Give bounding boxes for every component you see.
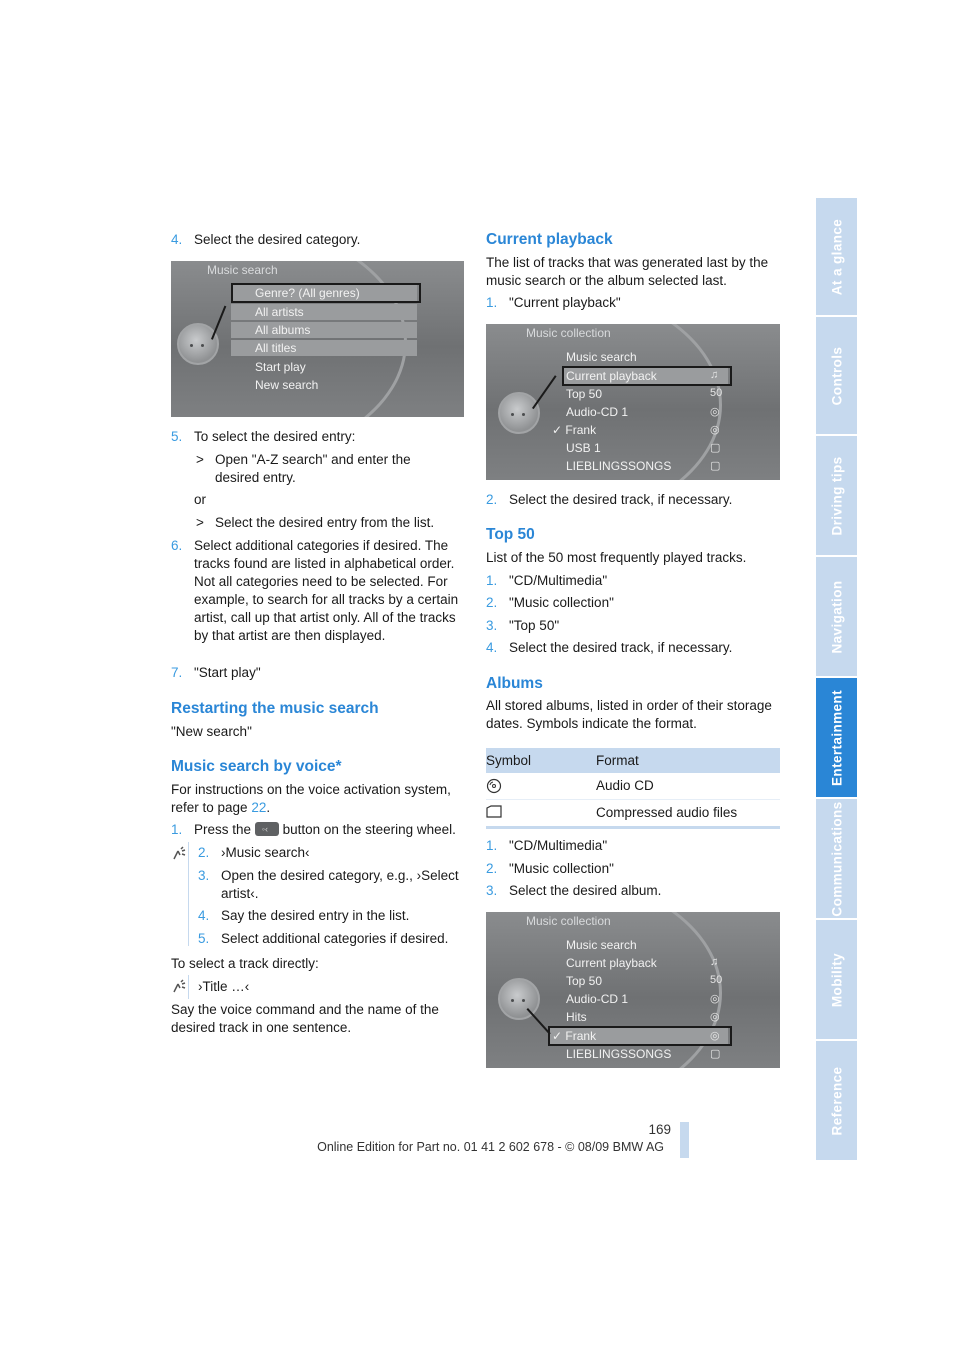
voice-intro: For instructions on the voice activation system, refer to page 22.: [171, 782, 451, 815]
top50-badge: 50: [710, 387, 723, 399]
sidebar-tab-controls[interactable]: Controls: [816, 317, 857, 436]
screen-title: Music collection: [526, 326, 611, 340]
table-header: Symbol Format: [486, 748, 780, 773]
list-item: ✓ Frank: [552, 423, 597, 437]
screen-title: Music search: [207, 263, 278, 277]
list-item: Audio-CD 1: [566, 405, 629, 419]
current-step-1: 1. "Current playback": [486, 295, 621, 310]
music-collection-album-screen: [486, 912, 780, 1068]
say-text: Say the voice command and the name of the desired track in one sentence.: [171, 1002, 439, 1035]
edition-text: Online Edition for Part no. 01 41 2 602 678 - © 08/09 BMW AG: [317, 1140, 664, 1154]
folder-icon: [486, 805, 502, 822]
top-step-4: 4. Select the desired track, if necessary.: [486, 640, 733, 655]
step-6: 6. Select additional categories if desired. The tracks found are listed in alphabetical order. Not all categories need to be selected. For example, to search for all tracks by a certain artist, call up that artist only. All of the tracks by that artist are then displayed.: [171, 538, 459, 643]
cd-icon: ◎: [710, 406, 720, 418]
top-step-1: 1. "CD/Multimedia": [486, 573, 608, 588]
voice-command-icon: [172, 978, 186, 994]
list-item: LIEBLINGSSONGS: [566, 1047, 672, 1061]
voice-step-1: 1. Press the ◦‹ button on the steering wheel.: [171, 822, 456, 837]
sidebar-tab-at-a-glance[interactable]: At a glance: [816, 198, 857, 317]
albums-text: All stored albums, listed in order of their storage dates. Symbols indicate the format.: [486, 698, 772, 731]
list-item: Top 50: [566, 387, 603, 401]
folder-icon: ▢: [710, 1048, 721, 1060]
top-step-3: 3. "Top 50": [486, 618, 560, 633]
current-step-2: 2. Select the desired track, if necessary.: [486, 492, 733, 507]
restart-text: "New search": [171, 724, 252, 739]
voice-button-icon: ◦‹: [255, 822, 279, 836]
controller-knob: [498, 392, 540, 434]
current-text: The list of tracks that was generated last by the music search or the album selected last.: [486, 255, 769, 288]
heading-top-50: Top 50: [486, 526, 535, 543]
list-item: Current playback: [566, 956, 657, 970]
controller-knob: [177, 323, 219, 365]
cd-icon: ◎: [710, 1030, 720, 1042]
list-item: USB 1: [566, 441, 601, 455]
sidebar-tab-entertainment[interactable]: Entertainment: [816, 678, 857, 799]
voice-command-icon: [172, 845, 186, 861]
step-5: 5. To select the desired entry:: [171, 429, 356, 444]
music-collection-screen: [486, 324, 780, 480]
table-row: Compressed audio files: [486, 800, 780, 829]
top50-badge: 50: [710, 974, 723, 986]
sidebar-tab-navigation[interactable]: Navigation: [816, 557, 857, 678]
folder-icon: ▢: [710, 442, 721, 454]
list-item: New search: [255, 378, 319, 392]
sidebar-tab-driving-tips[interactable]: Driving tips: [816, 436, 857, 557]
title-command: ›Title …‹: [198, 979, 250, 994]
heading-voice: Music search by voice*: [171, 758, 342, 775]
heading-restart: Restarting the music search: [171, 700, 379, 717]
symbol-format-table: [486, 748, 780, 829]
heading-current-playback: Current playback: [486, 231, 613, 248]
top-text: List of the 50 most frequently played tracks.: [486, 550, 747, 565]
direct-text: To select a track directly:: [171, 956, 319, 971]
page-link[interactable]: 22: [251, 800, 267, 815]
list-item: Music search: [566, 938, 637, 952]
list-item: All artists: [231, 304, 417, 320]
selection-frame: [562, 366, 732, 386]
music-search-screen: [171, 261, 464, 417]
list-item: ✓ Frank: [548, 1028, 728, 1044]
selection-frame: [231, 283, 421, 303]
list-item: Audio-CD 1: [566, 992, 629, 1006]
folder-icon: ▢: [710, 460, 721, 472]
cd-icon: ◎: [710, 1011, 720, 1023]
voice-step-4: 4. Say the desired entry in the list.: [198, 908, 410, 923]
cd-icon: [486, 778, 502, 797]
music-icon: ♫: [710, 369, 719, 381]
list-item: Music search: [566, 350, 637, 364]
voice-step-5: 5. Select additional categories if desired.: [198, 931, 449, 946]
page-marker: [680, 1122, 689, 1158]
step-4: 4. Select the desired category.: [171, 232, 361, 247]
albums-step-3: 3. Select the desired album.: [486, 883, 662, 898]
list-item: Start play: [255, 360, 306, 374]
list-item: LIEBLINGSSONGS: [566, 459, 672, 473]
list-item: Hits: [566, 1010, 587, 1024]
albums-step-1: 1. "CD/Multimedia": [486, 838, 608, 853]
albums-step-2: 2. "Music collection": [486, 861, 614, 876]
list-item: All titles: [231, 340, 417, 356]
selection-frame: [548, 1026, 732, 1046]
top-step-2: 2. "Music collection": [486, 595, 614, 610]
list-item: Top 50: [566, 974, 603, 988]
page-number: 169: [648, 1122, 671, 1137]
step-7: 7. "Start play": [171, 665, 261, 680]
voice-step-2: 2. ›Music search‹: [198, 845, 310, 860]
table-row: Audio CD: [486, 773, 780, 800]
sidebar-tab-communications[interactable]: Communications: [816, 799, 857, 920]
heading-albums: Albums: [486, 675, 543, 692]
voice-step-3: 3. Open the desired category, e.g., ›Select artist‹.: [198, 868, 459, 901]
cd-icon: ◎: [710, 424, 720, 436]
sidebar-tab-reference[interactable]: Reference: [816, 1041, 857, 1162]
screen-title: Music collection: [526, 914, 611, 928]
or-text: or: [194, 492, 207, 507]
list-item: All albums: [231, 322, 417, 338]
cd-icon: ◎: [710, 993, 720, 1005]
music-icon: ♫: [710, 956, 719, 968]
list-item: Current playback: [562, 368, 728, 384]
list-item: Genre? (All genres): [231, 285, 417, 301]
sidebar-tab-mobility[interactable]: Mobility: [816, 920, 857, 1041]
